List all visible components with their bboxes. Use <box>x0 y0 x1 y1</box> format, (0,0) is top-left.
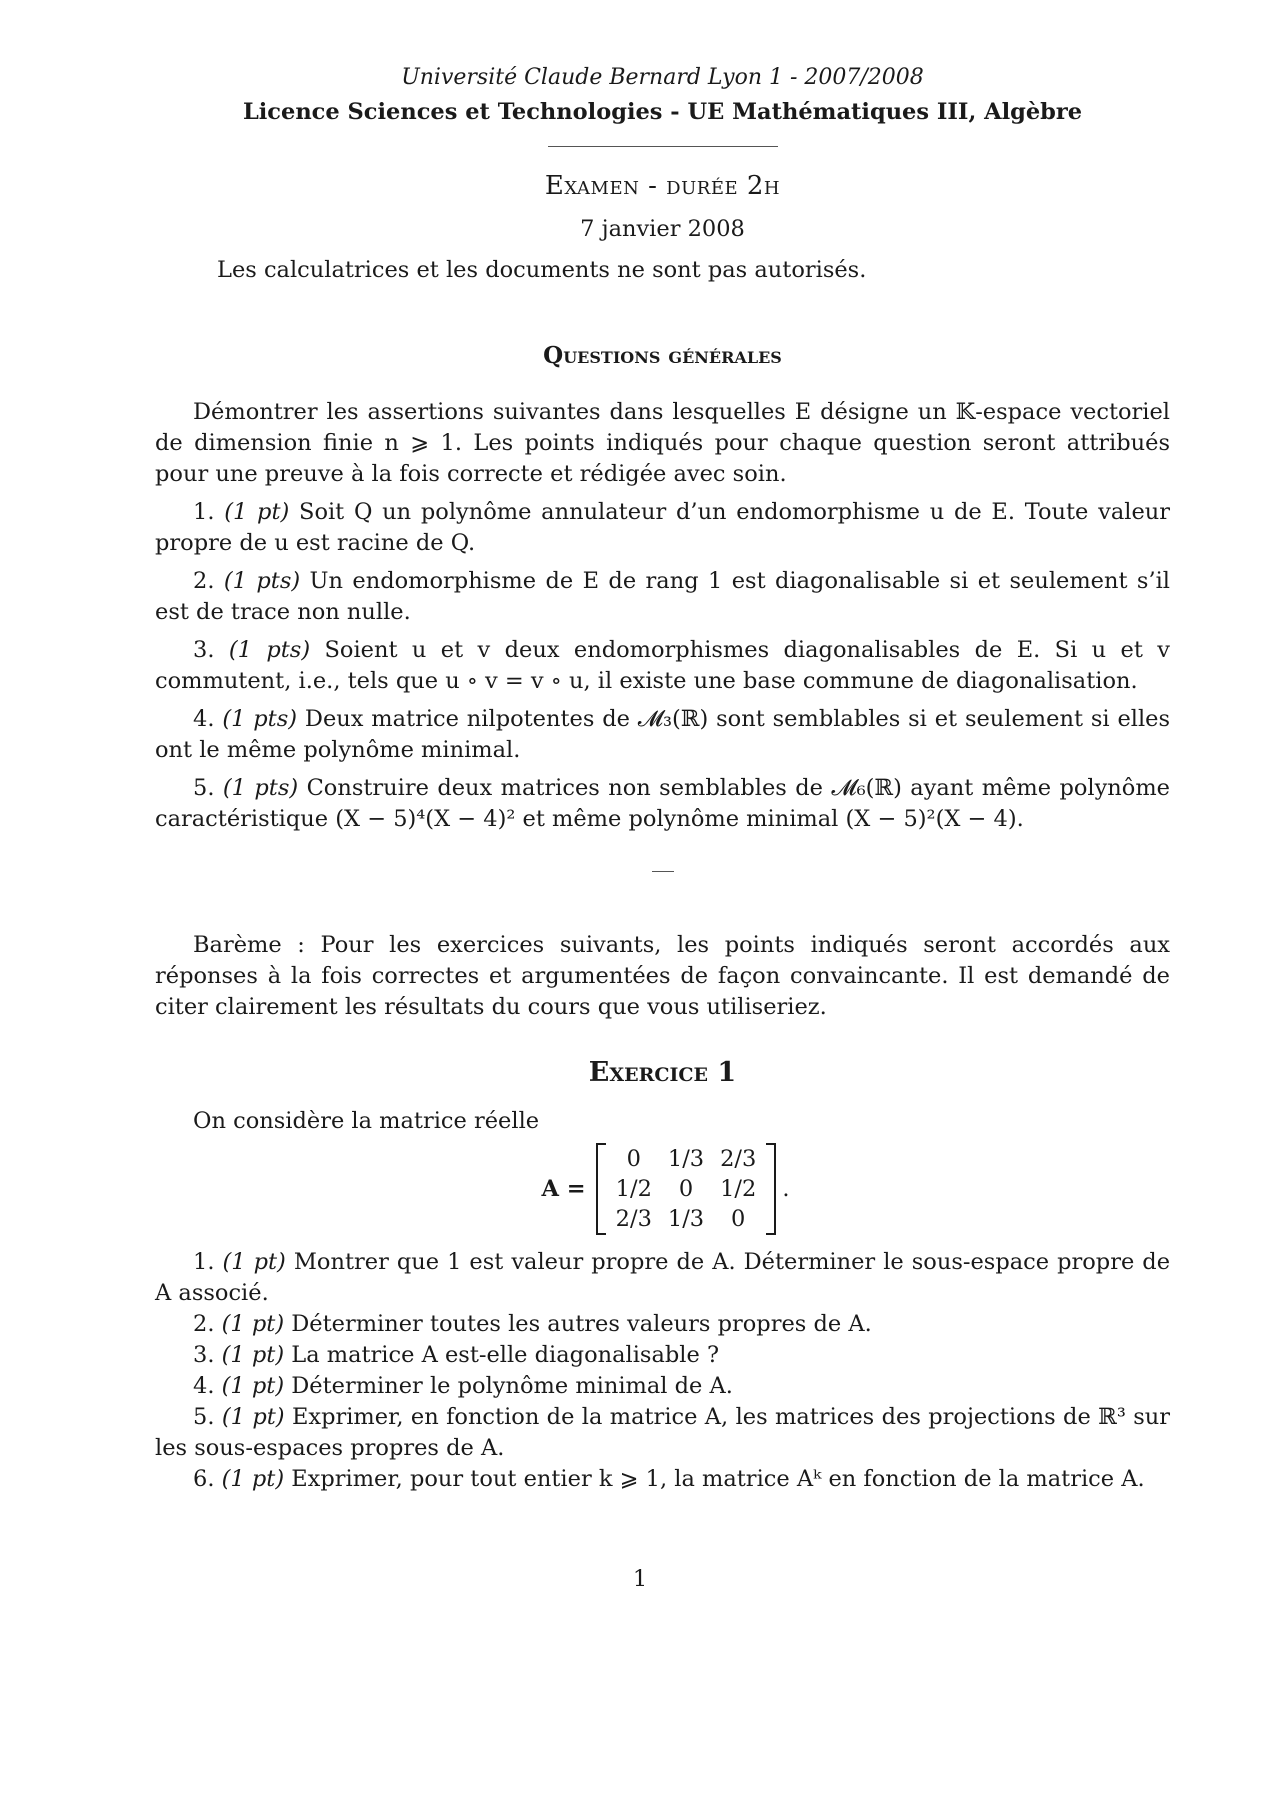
exam-date: 7 janvier 2008 <box>580 216 745 242</box>
matrix-period: . <box>782 1175 790 1202</box>
exam-note: Les calculatrices et les documents ne sont pas autorisés. <box>217 257 867 283</box>
matrix-row <box>608 1174 765 1204</box>
matrix-cell: 2/3 <box>720 1146 757 1172</box>
question-points: (1 pts) <box>222 706 298 732</box>
exercise-question-1 <box>155 1247 1170 1309</box>
matrix-cell: 1/3 <box>667 1146 705 1172</box>
question-text: Exprimer, pour tout entier k ⩾ 1, la matrice Aᵏ en fonction de la matrice A. <box>291 1466 1145 1492</box>
question-text: Exprimer, en fonction de la matrice A, les matrices des projections de ℝ³ sur les sous-espaces propres de A. <box>155 1404 1171 1461</box>
question-number: 6. <box>193 1466 215 1492</box>
question-text: Montrer que 1 est valeur propre de A. Déterminer le sous-espace propre de A associé. <box>155 1249 1171 1306</box>
exam-title: Examen - durée 2h <box>544 171 781 201</box>
question-points: (1 pt) <box>221 1342 285 1368</box>
question-text: Deux matrice nilpotentes de 𝓜₃(ℝ) sont semblables si et seulement si elles ont le même polynôme minimal. <box>155 706 1171 763</box>
bareme-text: Barème : Pour les exercices suivants, les points indiqués seront accordés aux réponses à la fois correctes et argumentées de façon convaincante. Il est demandé de citer clairement les résultats du cours que vous utiliseriez. <box>155 932 1170 1020</box>
exercise-1-title: Exercice 1 <box>588 1057 737 1088</box>
matrix-label: A = <box>541 1175 586 1202</box>
exercise-question-6 <box>155 1464 1170 1495</box>
general-intro: Démontrer les assertions suivantes dans lesquelles E désigne un 𝕂-espace vectoriel de dimension finie n ⩾ 1. Les points indiqués pour chaque question seront attribués pour une preuve à la fois correcte et rédigée avec soin. <box>155 399 1170 487</box>
question-points: (1 pt) <box>221 1311 285 1337</box>
exercise-1-questions <box>155 1247 1170 1495</box>
question-text: La matrice A est-elle diagonalisable ? <box>291 1342 720 1368</box>
matrix-table <box>608 1144 765 1234</box>
header-divider <box>548 146 778 147</box>
right-bracket <box>766 1143 776 1235</box>
question-text: Un endomorphisme de E de rang 1 est diagonalisable si et seulement s’il est de trace non nulle. <box>155 568 1170 625</box>
question-text: Soit Q un polynôme annulateur d’un endomorphisme u de E. Toute valeur propre de u est racine de Q. <box>155 499 1170 556</box>
general-question-5 <box>155 773 1170 835</box>
matrix-row <box>608 1204 765 1234</box>
exercise-1-intro: On considère la matrice réelle <box>193 1108 540 1134</box>
question-text: Déterminer le polynôme minimal de A. <box>291 1373 733 1399</box>
question-text: Déterminer toutes les autres valeurs propres de A. <box>291 1311 872 1337</box>
question-points: (1 pts) <box>223 568 301 594</box>
exercise-question-3 <box>155 1340 1170 1371</box>
general-question-2 <box>155 566 1170 628</box>
exercise-question-2 <box>155 1309 1170 1340</box>
question-points: (1 pts) <box>222 775 299 801</box>
question-number: 2. <box>193 1311 215 1337</box>
question-number: 5. <box>193 1404 215 1430</box>
question-points: (1 pt) <box>224 499 290 525</box>
matrix-cell: 0 <box>626 1146 641 1172</box>
general-question-4 <box>155 704 1170 766</box>
question-number: 1. <box>193 499 215 525</box>
question-text: Soient u et v deux endomorphismes diagonalisables de E. Si u et v commutent, i.e., tels que u ∘ v = v ∘ u, il existe une base commune de diagonalisation. <box>155 637 1171 694</box>
question-points: (1 pts) <box>228 637 311 663</box>
course-title: Licence Sciences et Technologies - UE Mathématiques III, Algèbre <box>242 99 1083 125</box>
question-number: 2. <box>193 568 215 594</box>
matrix-cell: 1/2 <box>615 1176 652 1202</box>
question-points: (1 pt) <box>221 1466 285 1492</box>
question-text: Construire deux matrices non semblables de 𝓜₆(ℝ) ayant même polynôme caractéristique (X − 5)⁴(X − 4)² et même polynôme minimal (X − 5)²(X − 4). <box>155 775 1170 832</box>
left-bracket <box>596 1143 606 1235</box>
question-number: 1. <box>193 1249 215 1275</box>
matrix-cell: 0 <box>678 1176 694 1202</box>
matrix-cell: 1/3 <box>667 1206 705 1232</box>
exercise-question-5 <box>155 1402 1170 1464</box>
page-number: 1 <box>632 1566 648 1592</box>
matrix-cell: 2/3 <box>615 1206 652 1232</box>
university-line: Université Claude Bernard Lyon 1 - 2007/2008 <box>401 65 924 90</box>
matrix-row <box>608 1144 765 1174</box>
general-question-1 <box>155 497 1170 559</box>
question-number: 3. <box>193 637 215 663</box>
matrix-cell: 1/2 <box>720 1176 757 1202</box>
question-number: 4. <box>193 1373 215 1399</box>
general-questions-list <box>155 497 1170 835</box>
matrix-cell: 0 <box>731 1206 746 1232</box>
question-points: (1 pt) <box>221 1373 285 1399</box>
question-number: 5. <box>193 775 215 801</box>
exercise-question-4 <box>155 1371 1170 1402</box>
question-points: (1 pt) <box>221 1404 285 1430</box>
question-number: 3. <box>193 1342 215 1368</box>
section-divider <box>652 871 674 872</box>
general-question-3 <box>155 635 1170 697</box>
question-number: 4. <box>193 706 215 732</box>
question-points: (1 pt) <box>222 1249 286 1275</box>
matrix-a <box>155 1143 1170 1235</box>
general-questions-title: Questions générales <box>543 342 782 369</box>
